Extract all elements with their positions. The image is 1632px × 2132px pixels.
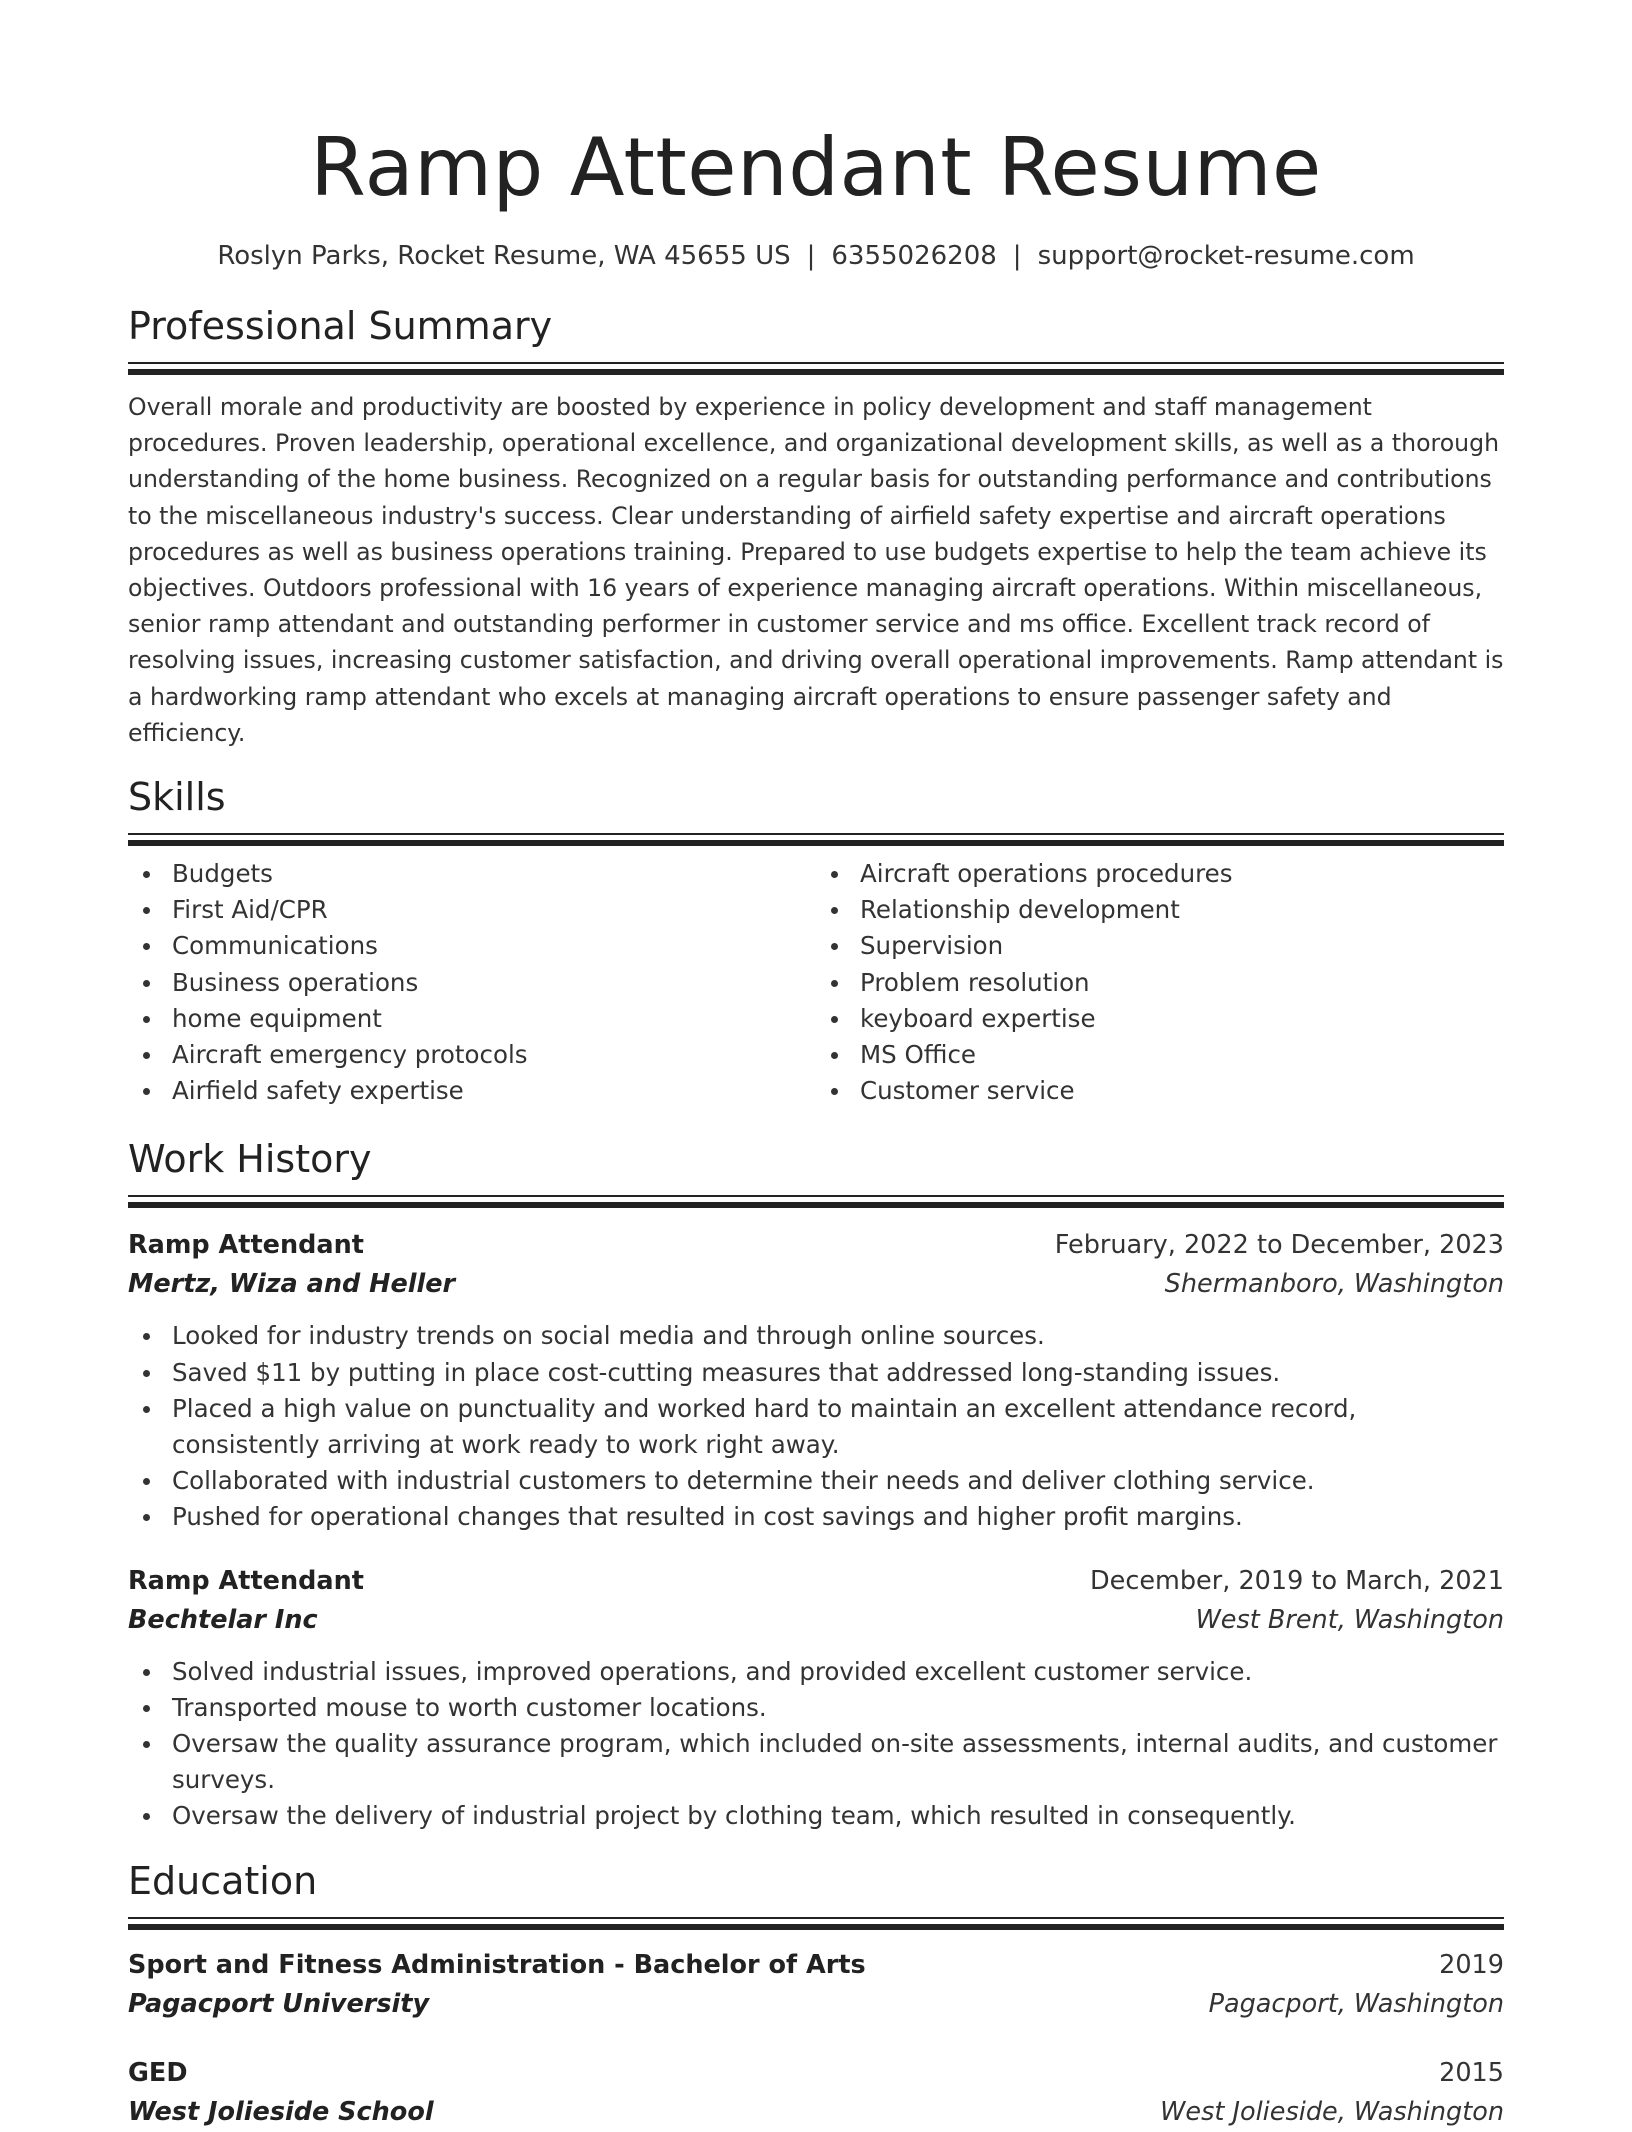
job-subheader [128, 1600, 1504, 1640]
job-title: Ramp Attendant [128, 1565, 364, 1596]
job-title: Ramp Attendant [128, 1230, 364, 1261]
skill-item: Aircraft emergency protocols [128, 1037, 816, 1073]
education-header [128, 1946, 1504, 1984]
contact-email: support@rocket-resume.com [1037, 241, 1415, 271]
section-divider [128, 833, 1504, 846]
job-bullet: Oversaw the delivery of industrial project by clothing team, which resulted in consequently. [128, 1798, 1504, 1834]
job-entry [128, 1562, 1504, 1835]
skill-item: First Aid/CPR [128, 892, 816, 928]
education-subheader [128, 1984, 1504, 2024]
skills-section [128, 773, 1504, 1109]
skills-columns [128, 856, 1504, 1109]
education-header [128, 2054, 1504, 2092]
job-bullet: Pushed for operational changes that resulted in cost savings and higher profit margins. [128, 1499, 1504, 1535]
job-bullet: Looked for industry trends on social media and through online sources. [128, 1318, 1504, 1354]
skill-item: Business operations [128, 965, 816, 1001]
education-heading: Education [128, 1858, 318, 1903]
skills-heading: Skills [128, 775, 226, 820]
work-history-heading: Work History [128, 1137, 372, 1182]
education-entry [128, 2054, 1504, 2132]
job-location: Shermanboro, Washington [1164, 1269, 1504, 1300]
skill-item: Communications [128, 928, 816, 964]
skills-right-column [816, 856, 1504, 1109]
job-bullets [128, 1654, 1504, 1835]
job-bullet: Placed a high value on punctuality and worked hard to maintain an excellent attendance record, consistently arriving at work ready to work right away. [128, 1391, 1504, 1463]
skill-item: home equipment [128, 1001, 816, 1037]
summary-section [128, 302, 1504, 751]
contact-separator: | [1012, 241, 1022, 271]
job-location: West Brent, Washington [1195, 1604, 1504, 1635]
education-location: West Jolieside, Washington [1160, 2096, 1504, 2127]
job-subheader [128, 1264, 1504, 1304]
education-degree: GED [128, 2057, 188, 2088]
skill-item: Supervision [816, 928, 1504, 964]
job-bullets [128, 1318, 1504, 1535]
job-company: Mertz, Wiza and Heller [128, 1269, 456, 1300]
contact-phone: 6355026208 [831, 241, 997, 271]
job-bullet: Transported mouse to worth customer locations. [128, 1690, 1504, 1726]
skill-item: Problem resolution [816, 965, 1504, 1001]
skill-item: Customer service [816, 1073, 1504, 1109]
job-header [128, 1562, 1504, 1600]
education-location: Pagacport, Washington [1208, 1988, 1504, 2019]
work-history-section [128, 1135, 1504, 1834]
summary-text: Overall morale and productivity are boosted by experience in policy development and staff management procedures. Proven leadership, operational excellence, and organizational development skills, as well as a thorough understanding of the home business. Recognized on a regular basis for outstanding performance and contributions to the miscellaneous industry's success. Clear understanding of airfield safety expertise and aircraft operations procedures as well as business operations training. Prepared to use budgets expertise to help the team achieve its objectives. Outdoors professional with 16 years of experience managing aircraft operations. Within miscellaneous, senior ramp attendant and outstanding performer in customer service and ms office. Excellent track record of resolving issues, increasing customer satisfaction, and driving overall operational improvements. Ramp attendant is a hardworking ramp attendant who excels at managing aircraft operations to ensure passenger safety and efficiency. [128, 393, 1504, 747]
job-bullet: Saved $11 by putting in place cost-cutting measures that addressed long-standing issues. [128, 1355, 1504, 1391]
skill-item: MS Office [816, 1037, 1504, 1073]
education-school: West Jolieside School [128, 2096, 434, 2127]
job-company: Bechtelar Inc [128, 1604, 318, 1635]
education-entry [128, 1946, 1504, 2024]
section-divider [128, 1195, 1504, 1208]
job-dates: December, 2019 to March, 2021 [1090, 1565, 1504, 1596]
section-divider [128, 362, 1504, 375]
skill-item: Budgets [128, 856, 816, 892]
job-bullet: Collaborated with industrial customers to determine their needs and deliver clothing service. [128, 1463, 1504, 1499]
summary-heading: Professional Summary [128, 304, 553, 348]
skill-item: Relationship development [816, 892, 1504, 928]
skills-left-column [128, 856, 816, 1109]
skill-item: keyboard expertise [816, 1001, 1504, 1037]
job-header [128, 1226, 1504, 1264]
section-divider [128, 1917, 1504, 1930]
job-entry [128, 1226, 1504, 1535]
education-year: 2015 [1439, 2057, 1504, 2088]
skill-item: Aircraft operations procedures [816, 856, 1504, 892]
contact-separator: | [806, 241, 816, 271]
education-year: 2019 [1439, 1949, 1504, 1980]
contact-address: Roslyn Parks, Rocket Resume, WA 45655 US [217, 241, 791, 271]
job-bullet: Solved industrial issues, improved operations, and provided excellent customer service. [128, 1654, 1504, 1690]
job-bullet: Oversaw the quality assurance program, which included on-site assessments, internal audits, and customer surveys. [128, 1726, 1504, 1798]
job-dates: February, 2022 to December, 2023 [1054, 1230, 1504, 1261]
skill-item: Airfield safety expertise [128, 1073, 816, 1109]
contact-line [128, 238, 1504, 274]
education-school: Pagacport University [128, 1988, 430, 2019]
resume-title: Ramp Attendant Resume [310, 121, 1322, 214]
education-degree: Sport and Fitness Administration - Bachelor of Arts [128, 1949, 866, 1980]
education-section [128, 1857, 1504, 2132]
